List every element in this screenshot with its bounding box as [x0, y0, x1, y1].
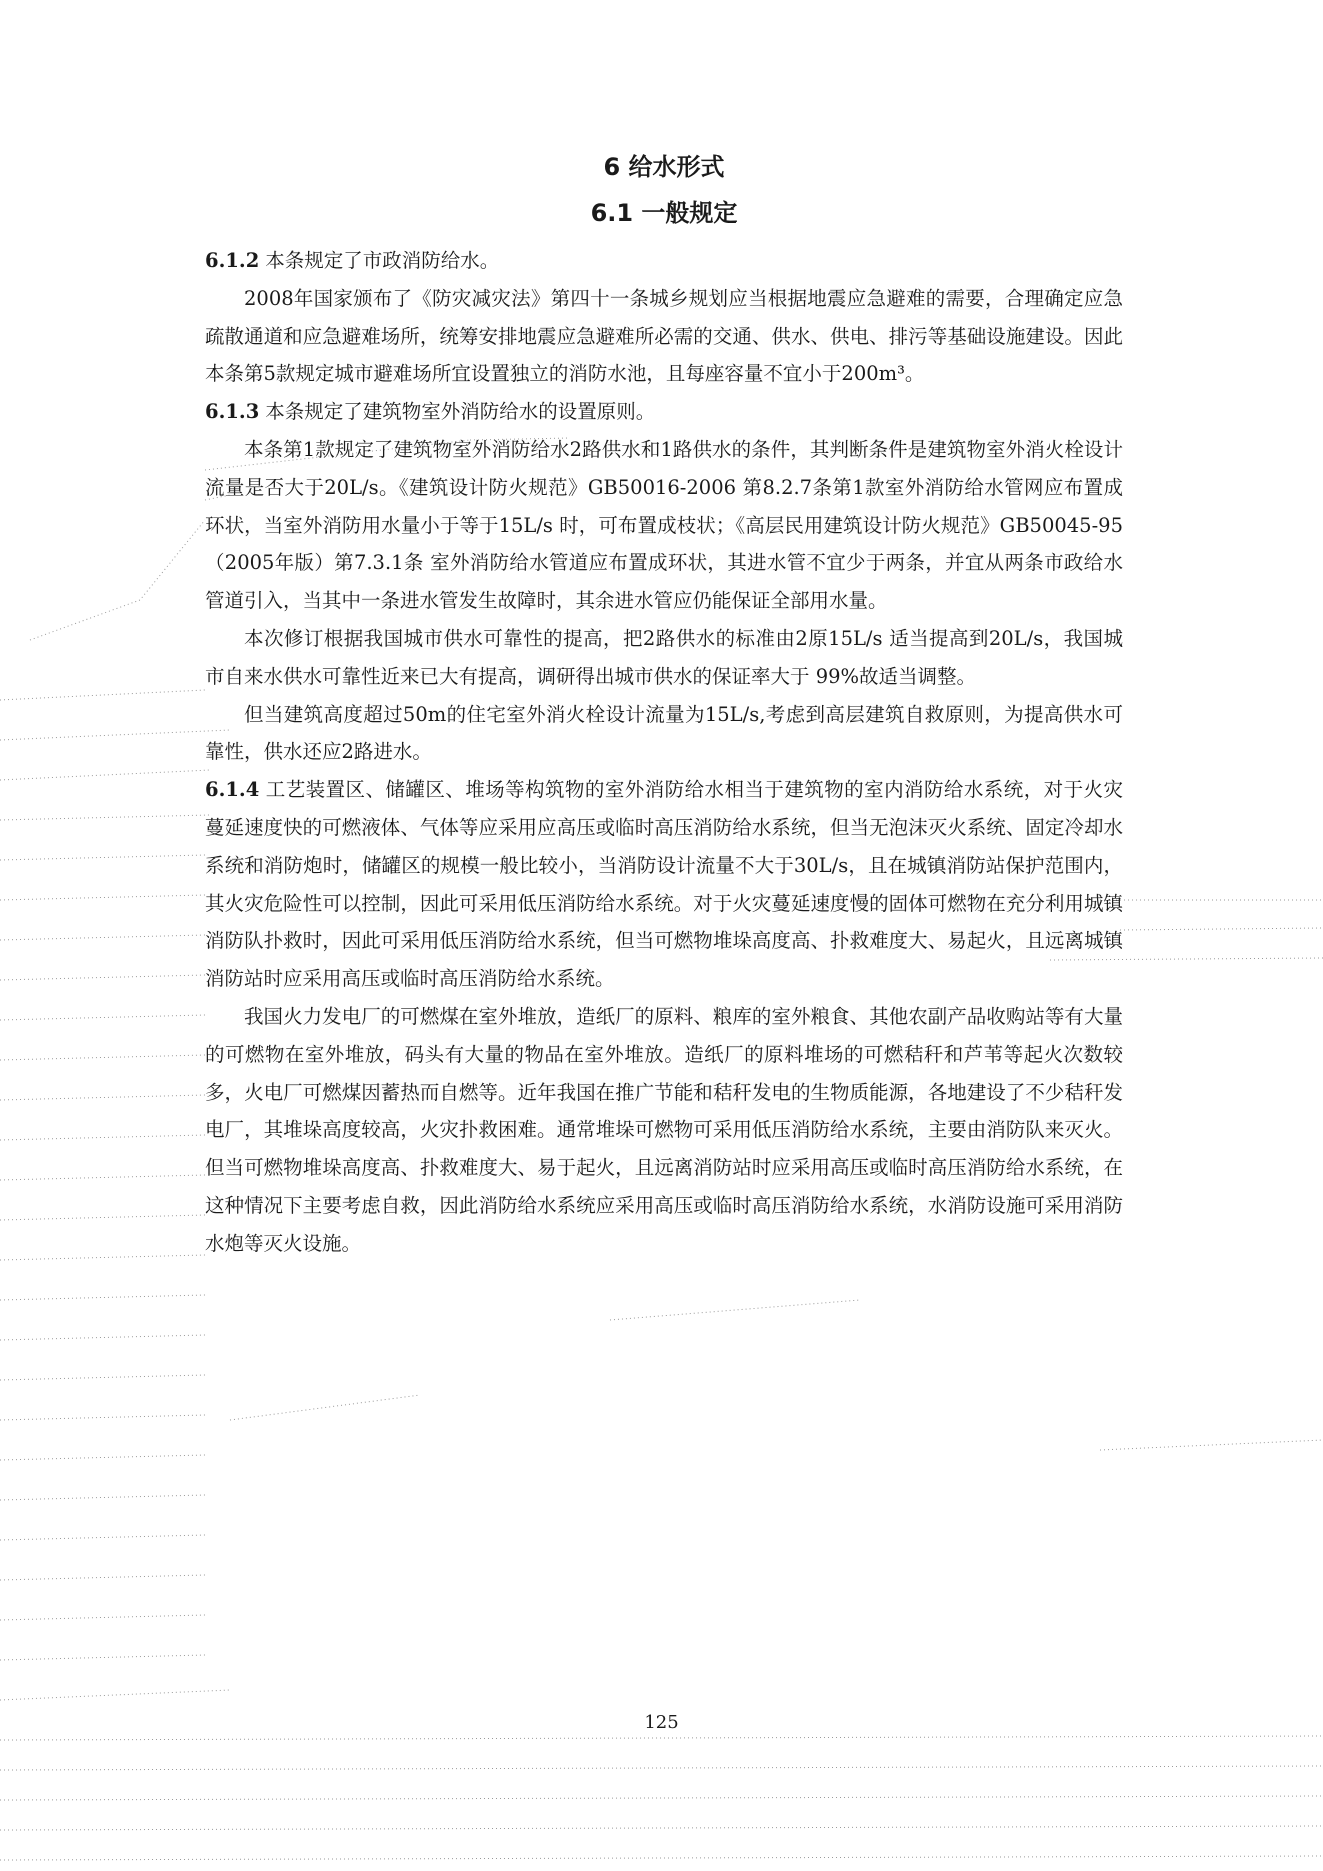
clause-heading — [205, 393, 1123, 431]
clause-heading-text: 本条规定了建筑物室外消防给水的设置原则。 — [265, 400, 656, 424]
clause-number: 6.1.2 — [205, 249, 260, 272]
paragraph: 本次修订根据我国城市供水可靠性的提高，把2路供水的标准由2原15L/s 适当提高到20L/s，我国城市自来水供水可靠性近来已大有提高，调研得出城市供水的保证率大于 99%故适当调整。 — [205, 626, 1123, 688]
page-number: 125 — [644, 1712, 679, 1733]
clause-number: 6.1.3 — [205, 400, 260, 424]
clause-heading-text: 工艺装置区、储罐区、堆场等构筑物的室外消防给水相当于建筑物的室内消防给水系统，对于火灾蔓延速度快的可燃液体、气体等应采用应高压或临时高压消防给水系统，但当无泡沫灭火系统、固定冷却水系统和消防炮时，储罐区的规模一般比较小，当消防设计流量不大于30L/s，且在城镇消防站保护范围内，其火灾危险性可以控制，因此可采用低压消防给水系统。对于火灾蔓延速度慢的固体可燃物在充分利用城镇消防队扑救时，因此可采用低压消防给水系统，但当可燃物堆垛高度高、扑救难度大、易起火，且远离城镇消防站时应采用高压或临时高压消防给水系统。 — [205, 778, 1123, 991]
paragraph: 2008年国家颁布了《防灾减灾法》第四十一条城乡规划应当根据地震应急避难的需要，合理确定应急疏散通道和应急避难场所，统筹安排地震应急避难所必需的交通、供水、供电、排污等基础设施建设。因此本条第5款规定城市避难场所宜设置独立的消防水池，且每座容量不宜小于200m³。 — [205, 286, 1123, 386]
clause-number: 6.1.4 — [205, 778, 260, 802]
paragraph: 本条第1款规定了建筑物室外消防给水2路供水和1路供水的条件，其判断条件是建筑物室外消火栓设计流量是否大于20L/s。《建筑设计防火规范》GB50016-2006 第8.2.7条第1款室外消防给水管网应布置成环状，当室外消防用水量小于等于15L/s 时，可布置成枝状；《高层民用建筑设计防火规范》GB50045-95（2005年版）第7.3.1条 室外消防给水管道应布置成环状，其进水管不宜少于两条，并宜从两条市政给水管道引入，当其中一条进水管发生故障时，其余进水管应仍能保证全部用水量。 — [205, 437, 1123, 613]
paragraph: 但当建筑高度超过50m的住宅室外消火栓设计流量为15L/s,考虑到高层建筑自救原则，为提高供水可靠性，供水还应2路进水。 — [205, 702, 1123, 764]
page-content — [205, 150, 1123, 1263]
paragraph: 我国火力发电厂的可燃煤在室外堆放，造纸厂的原料、粮库的室外粮食、其他农副产品收购站等有大量的可燃物在室外堆放，码头有大量的物品在室外堆放。造纸厂的原料堆场的可燃秸秆和芦苇等起火次数较多，火电厂可燃煤因蓄热而自燃等。近年我国在推广节能和秸秆发电的生物质能源，各地建设了不少秸秆发电厂，其堆垛高度较高，火灾扑救困难。通常堆垛可燃物可采用低压消防给水系统，主要由消防队来灭火。但当可燃物堆垛高度高、扑救难度大、易于起火，且远离消防站时应采用高压或临时高压消防给水系统，在这种情况下主要考虑自救，因此消防给水系统应采用高压或临时高压消防给水系统，水消防设施可采用消防水炮等灭火设施。 — [205, 1004, 1123, 1255]
chapter-title: 6 给水形式 — [603, 153, 725, 181]
clause-heading-text: 本条规定了市政消防给水。 — [265, 249, 500, 272]
section-title: 6.1 一般规定 — [590, 199, 738, 227]
clause-heading — [205, 771, 1123, 998]
clause-heading — [205, 242, 1123, 280]
